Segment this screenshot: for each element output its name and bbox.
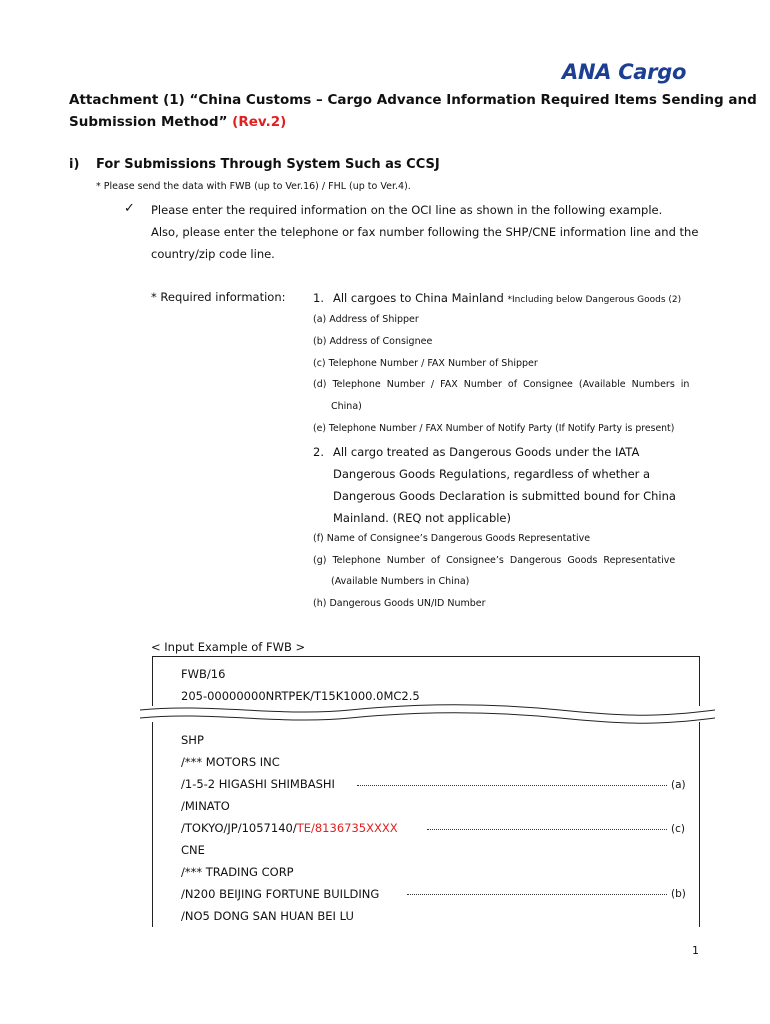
version-note: * Please send the data with FWB (up to Ver.16) / FHL (up to Ver.4). bbox=[96, 181, 411, 192]
group1-title: All cargoes to China Mainland bbox=[333, 291, 504, 305]
instruction-line-2: Also, please enter the telephone or fax number following the SHP/CNE information line and the bbox=[151, 225, 699, 239]
ana-cargo-logo: ANA Cargo bbox=[562, 60, 687, 84]
revision-label: (Rev.2) bbox=[232, 114, 287, 130]
cne-header: CNE bbox=[181, 843, 205, 857]
section-title: For Submissions Through System Such as CCSJ bbox=[96, 157, 440, 172]
consignee-name: /*** TRADING CORP bbox=[181, 865, 294, 879]
group2-line3: Dangerous Goods Declaration is submitted bound for China bbox=[333, 489, 676, 503]
section-number: i) bbox=[69, 157, 80, 172]
example-box-right-border-bottom bbox=[699, 722, 700, 927]
consignee-address: /N200 BEIJING FORTUNE BUILDING bbox=[181, 887, 380, 901]
shipper-name: /*** MOTORS INC bbox=[181, 755, 280, 769]
ref-b: (b) bbox=[671, 888, 686, 900]
ref-c: (c) bbox=[671, 823, 685, 835]
leader-dots-a bbox=[357, 785, 667, 786]
group1-text bbox=[333, 291, 681, 305]
document-title-line1: Attachment (1) “China Customs – Cargo Advance Information Required Items Sending and bbox=[69, 92, 757, 108]
item-a: (a) Address of Shipper bbox=[313, 314, 419, 325]
shp-header: SHP bbox=[181, 733, 204, 747]
ref-a: (a) bbox=[671, 779, 686, 791]
instruction-line-3: country/zip code line. bbox=[151, 247, 275, 261]
group1-subnote: *Including below Dangerous Goods (2) bbox=[507, 295, 682, 305]
shipper-country: /TOKYO/JP/1057140/ bbox=[181, 821, 297, 835]
item-g-continued: (Available Numbers in China) bbox=[331, 576, 470, 587]
example-box-left-border-bottom bbox=[152, 722, 153, 927]
item-g: (g) Telephone Number of Consignee’s Dangerous Goods Representative bbox=[313, 555, 676, 566]
item-f: (f) Name of Consignee’s Dangerous Goods Representative bbox=[313, 533, 591, 544]
item-d: (d) Telephone Number / FAX Number of Consignee (Available Numbers in bbox=[313, 379, 690, 390]
group2-number: 2. bbox=[313, 445, 324, 459]
document-title-line2 bbox=[69, 114, 286, 130]
example-box-left-border-top bbox=[152, 656, 153, 706]
example-box-top-border bbox=[152, 656, 700, 657]
fwb-version-line: FWB/16 bbox=[181, 667, 226, 681]
shipper-country-line bbox=[181, 821, 398, 835]
leader-dots-b bbox=[407, 894, 667, 895]
item-c: (c) Telephone Number / FAX Number of Shipper bbox=[313, 358, 538, 369]
group1-number: 1. bbox=[313, 291, 324, 305]
fwb-awb-line: 205-00000000NRTPEK/T15K1000.0MC2.5 bbox=[181, 689, 420, 703]
group2-line2: Dangerous Goods Regulations, regardless of whether a bbox=[333, 467, 651, 481]
page-number: 1 bbox=[692, 944, 699, 957]
required-info-label: * Required information: bbox=[151, 290, 286, 304]
check-icon: ✓ bbox=[124, 201, 135, 216]
group2-line4: Mainland. (REQ not applicable) bbox=[333, 511, 511, 525]
item-d-continued: China) bbox=[331, 401, 362, 412]
group2-line1: All cargo treated as Dangerous Goods under the IATA bbox=[333, 445, 640, 459]
example-box-right-border-top bbox=[699, 656, 700, 706]
leader-dots-c bbox=[427, 829, 667, 830]
input-example-label: < Input Example of FWB > bbox=[151, 640, 306, 654]
break-wave-divider bbox=[140, 703, 715, 725]
document-title-text: Submission Method” bbox=[69, 114, 228, 130]
shipper-city: /MINATO bbox=[181, 799, 230, 813]
shipper-address: /1-5-2 HIGASHI SHIMBASHI bbox=[181, 777, 335, 791]
item-e: (e) Telephone Number / FAX Number of Notify Party (If Notify Party is present) bbox=[313, 423, 675, 434]
item-h: (h) Dangerous Goods UN/ID Number bbox=[313, 598, 486, 609]
item-b: (b) Address of Consignee bbox=[313, 336, 433, 347]
consignee-address-2: /NO5 DONG SAN HUAN BEI LU bbox=[181, 909, 354, 923]
instruction-line-1: Please enter the required information on the OCI line as shown in the following example. bbox=[151, 203, 663, 217]
shipper-telephone: TE/8136735XXXX bbox=[296, 821, 398, 835]
